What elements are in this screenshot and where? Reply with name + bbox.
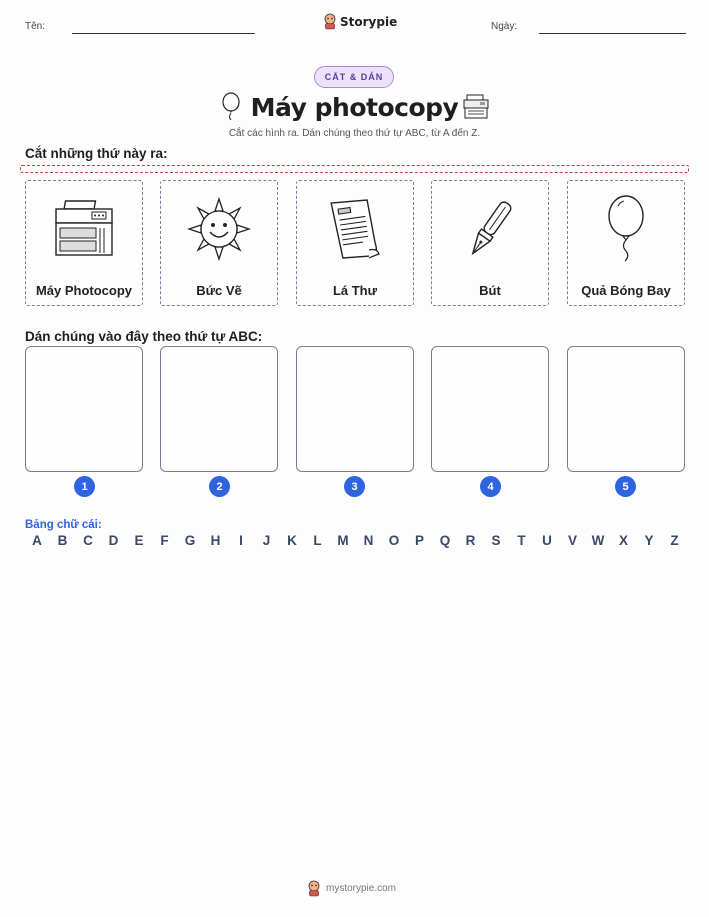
alphabet-letter: N [363, 533, 374, 548]
cut-card-label: Bức Vẽ [196, 283, 242, 298]
alphabet-letter: C [83, 533, 93, 548]
alphabet-letter: X [618, 533, 628, 548]
photocopier-icon [462, 93, 490, 121]
alphabet-letter: G [184, 533, 196, 548]
paste-box-4[interactable] [431, 346, 549, 472]
paste-box-3[interactable] [296, 346, 414, 472]
footer [307, 880, 396, 897]
paste-box-2[interactable] [160, 346, 278, 472]
alphabet-letter: B [57, 533, 68, 548]
alphabet-letter: S [491, 533, 501, 548]
alphabet-letter: V [567, 533, 577, 548]
alphabet-row [32, 533, 687, 551]
cut-card-photocopier[interactable] [25, 180, 143, 306]
alphabet-letter: J [262, 533, 271, 548]
alphabet-letter: R [465, 533, 476, 548]
cut-card-drawing[interactable] [160, 180, 278, 306]
footer-url[interactable]: mystorypie.com [326, 883, 397, 894]
storypie-mascot-icon [323, 13, 337, 30]
storypie-mascot-icon [307, 880, 321, 897]
date-line[interactable] [539, 33, 686, 34]
number-badge-1: 1 [74, 476, 95, 497]
cut-heading: Cắt những thứ này ra: [25, 146, 168, 161]
balloon-icon [604, 194, 648, 264]
alphabet-letter: H [210, 533, 221, 548]
alphabet-letter: O [388, 533, 400, 548]
letter-icon [325, 196, 385, 262]
name-line[interactable] [72, 33, 255, 34]
alphabet-heading: Bảng chữ cái: [25, 519, 102, 531]
paste-heading: Dán chúng vào đây theo thứ tự ABC: [25, 329, 263, 344]
cut-card-letter[interactable] [296, 180, 414, 306]
name-label: Tên: [25, 21, 46, 32]
cut-card-label: Máy Photocopy [35, 283, 133, 298]
alphabet-letter: D [108, 533, 119, 548]
alphabet-letter: Q [439, 533, 451, 548]
alphabet-letter: K [287, 533, 297, 548]
alphabet-letter: F [160, 533, 169, 548]
storypie-logo [323, 13, 397, 30]
alphabet-letter: W [591, 533, 605, 548]
cut-card-label: Lá Thư [332, 283, 378, 298]
alphabet-letter: Z [670, 533, 679, 548]
date-label: Ngày: [491, 21, 518, 32]
alphabet-letter: P [414, 533, 424, 548]
page-title: Máy photocopy [250, 93, 459, 122]
alphabet-letter: M [337, 533, 349, 548]
number-badge-3: 3 [344, 476, 365, 497]
alphabet-letter: I [239, 533, 243, 548]
alphabet-letter: L [313, 533, 322, 548]
cut-card-pen[interactable] [431, 180, 549, 306]
alphabet-letter: A [32, 533, 42, 548]
alphabet-letter: E [134, 533, 144, 548]
cut-card-balloon[interactable] [567, 180, 685, 306]
instructions: Cắt các hình ra. Dán chúng theo thứ tự ABC, từ A đến Z. [228, 128, 481, 139]
sun-drawing-icon [187, 197, 251, 261]
activity-badge: CẮT & DÁN [314, 66, 394, 88]
paste-box-1[interactable] [25, 346, 143, 472]
logo-text: Storypie [340, 14, 398, 29]
paste-box-5[interactable] [567, 346, 685, 472]
alphabet-letter: T [517, 533, 526, 548]
cut-card-label: Bút [479, 283, 501, 298]
number-badge-2: 2 [209, 476, 230, 497]
number-badge-4: 4 [480, 476, 501, 497]
photocopier-icon [52, 198, 116, 260]
alphabet-letter: U [542, 533, 552, 548]
number-badge-5: 5 [615, 476, 636, 497]
alphabet-letter: Y [644, 533, 654, 548]
fountain-pen-icon [460, 196, 520, 262]
cut-card-label: Quả Bóng Bay [581, 283, 671, 298]
cut-line [20, 165, 689, 173]
